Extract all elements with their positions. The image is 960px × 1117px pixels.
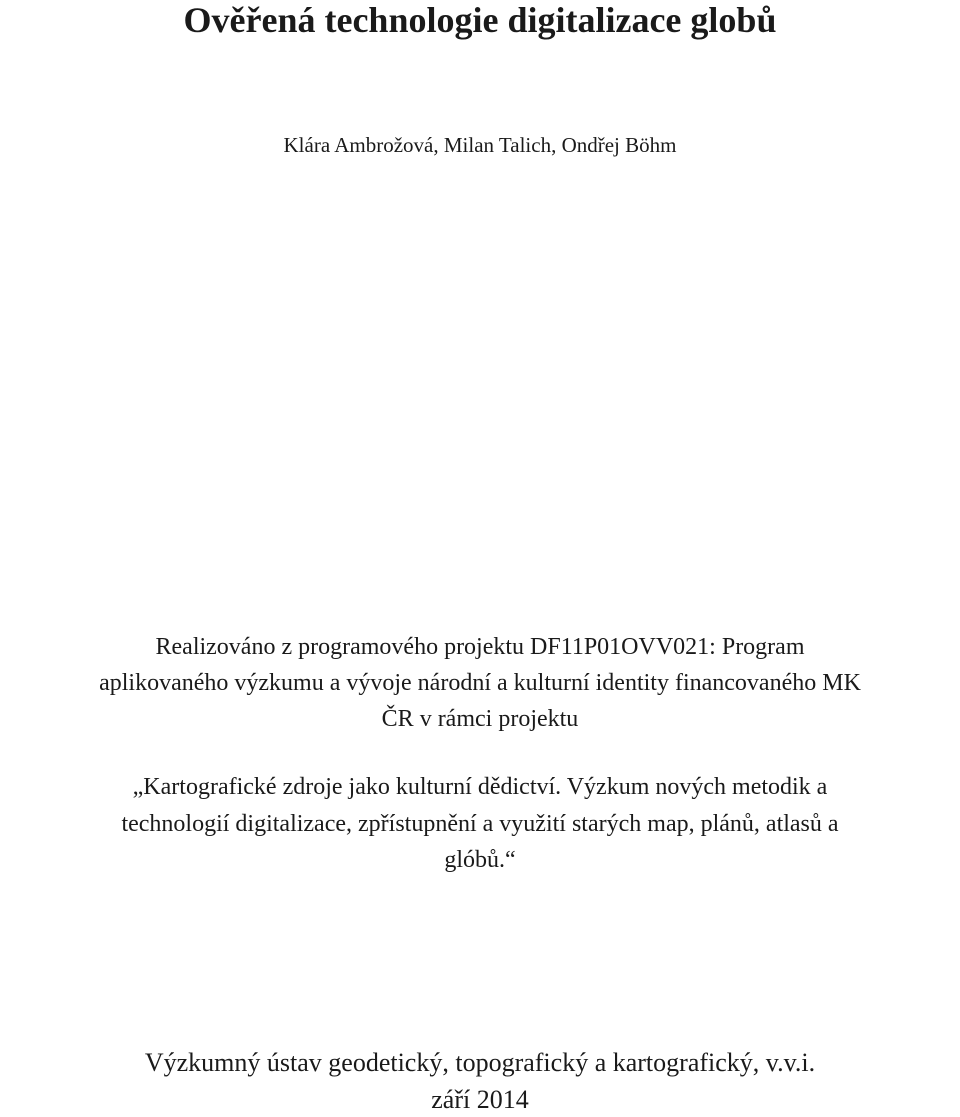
document-title: Ověřená technologie digitalizace globů [183, 0, 777, 40]
funding-line-2: aplikovaného výzkumu a vývoje národní a kulturní identity financovaného MK [99, 670, 861, 696]
institute-name: Výzkumný ústav geodetický, topografický a kartografický, v.v.i. [144, 1048, 816, 1077]
funding-line-1: Realizováno z programového projektu DF11P01OVV021: Program [155, 634, 805, 660]
project-line-1: „Kartografické zdroje jako kulturní dědictví. Výzkum nových metodik a [132, 774, 828, 800]
publication-date: září 2014 [431, 1085, 529, 1114]
authors-line: Klára Ambrožová, Milan Talich, Ondřej Böhm [283, 133, 677, 157]
funding-line-3: ČR v rámci projektu [381, 706, 579, 732]
project-line-2: technologií digitalizace, zpřístupnění a využití starých map, plánů, atlasů a [121, 811, 839, 837]
project-line-3: glóbů.“ [444, 847, 516, 873]
